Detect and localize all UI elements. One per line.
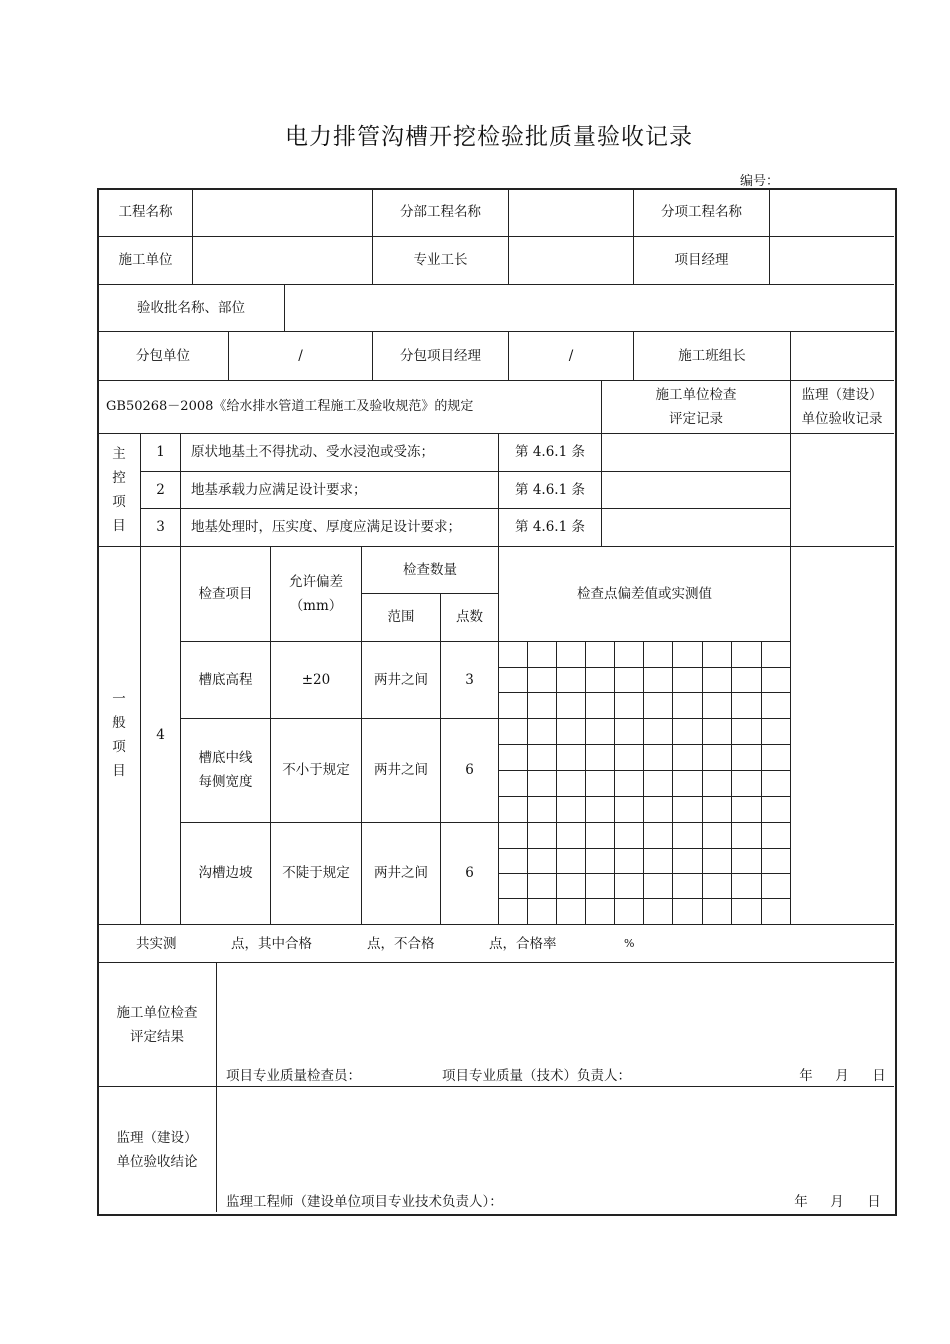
batch-label: 验收批名称、部位: [137, 299, 245, 316]
check-record-line1: 施工单位检查: [655, 386, 737, 403]
col-tolerance-line2: （mm）: [289, 597, 343, 614]
col-tolerance-line1: 允许偏差: [289, 573, 343, 590]
general-row-range: 两井之间: [374, 865, 428, 881]
main-item-no: 2: [156, 481, 165, 498]
general-char: 般: [112, 715, 126, 731]
serial-number-label: 编号：: [740, 174, 780, 189]
construction-unit-label: 施工单位: [118, 252, 173, 268]
project-manager-label: 项目经理: [674, 252, 729, 268]
general-row-points: 6: [465, 762, 474, 778]
col-check-item: 检查项目: [198, 585, 253, 602]
project-name-label: 工程名称: [118, 204, 173, 220]
general-row-points: 6: [465, 865, 474, 881]
batch-field[interactable]: [285, 284, 893, 331]
construction-result-line1: 施工单位检查: [116, 1004, 198, 1021]
grid-row-line: [498, 667, 790, 668]
main-item-text: 原状地基土不得扰动、受水浸泡或受冻；: [191, 444, 434, 460]
supervision-result-field[interactable]: [217, 1087, 893, 1182]
subitem-name-field[interactable]: [770, 188, 893, 236]
grid-column-line: [643, 641, 644, 924]
quality-head-label: 项目专业质量（技术）负责人：: [442, 1068, 631, 1084]
team-leader-field[interactable]: [791, 331, 893, 380]
summary-pass: 点，其中合格: [231, 935, 312, 952]
construction-unit-field[interactable]: [193, 236, 372, 284]
general-row-item: 槽底高程: [198, 671, 253, 688]
main-item-check-field[interactable]: [602, 471, 790, 508]
main-control-char: 项: [112, 493, 126, 510]
supervision-record-header: [791, 380, 893, 433]
grid-row-line: [498, 796, 790, 797]
grid-row-line: [498, 848, 790, 849]
main-item-check-field[interactable]: [602, 508, 790, 546]
supervision-result-label: [98, 1087, 216, 1212]
main-control-char: 目: [112, 517, 126, 534]
main-item-no: 1: [156, 444, 165, 460]
main-item-text: 地基承载力应满足设计要求；: [191, 481, 367, 498]
supervision-engineer-label: 监理工程师（建设单位项目专业技术负责人）：: [226, 1194, 503, 1210]
col-tolerance: [271, 546, 361, 641]
general-supervision-field[interactable]: [791, 546, 893, 924]
main-item-no: 3: [156, 519, 165, 535]
general-row-item: [181, 718, 270, 822]
team-leader-label: 施工班组长: [678, 347, 746, 364]
supervision-result-line1: 监理（建设）: [116, 1129, 198, 1146]
quality-inspector-label: 项目专业质量检查员：: [226, 1068, 361, 1084]
grid-row-line: [498, 898, 790, 899]
check-record-header: [602, 380, 790, 433]
foreman-field[interactable]: [509, 236, 633, 284]
construction-result-field[interactable]: [217, 963, 893, 1058]
main-control-group-label: [98, 433, 140, 546]
result-month: 月: [835, 1068, 849, 1084]
grid-column-line: [761, 641, 762, 924]
col-check-quantity: 检查数量: [403, 561, 457, 578]
main-supervision-field[interactable]: [791, 433, 893, 546]
construction-result-label: [98, 963, 216, 1086]
summary-rate: 点，合格率: [489, 935, 557, 952]
project-manager-field[interactable]: [770, 236, 893, 284]
grid-row-line: [498, 770, 790, 771]
division-name-field[interactable]: [509, 188, 633, 236]
construction-result-line2: 评定结果: [130, 1028, 184, 1045]
grid-column-line: [672, 641, 673, 924]
document-title: 电力排管沟槽开挖检验批质量验收记录: [285, 124, 693, 150]
supervision-month: 月: [830, 1194, 844, 1210]
grid-row-line: [498, 744, 790, 745]
col-range: 范围: [387, 609, 415, 625]
grid-column-line: [702, 641, 703, 924]
general-row-tolerance: 不小于规定: [282, 762, 350, 778]
general-row-tolerance: 不陡于规定: [282, 865, 350, 881]
subcontract-manager-value[interactable]: /: [568, 347, 574, 364]
check-record-line2: 评定记录: [669, 410, 723, 427]
standard-reference: GB50268－2008《给水排水管道工程施工及验收规范》的规定: [106, 398, 474, 414]
general-row-tolerance: ±20: [301, 671, 331, 688]
grid-column-line: [556, 641, 557, 924]
grid-row-line: [498, 873, 790, 874]
project-name-field[interactable]: [193, 188, 372, 236]
main-control-char: 主: [112, 445, 126, 462]
general-row-points: 3: [465, 671, 474, 688]
grid-column-line: [614, 641, 615, 924]
result-year: 年: [799, 1068, 813, 1084]
grid-column-line: [585, 641, 586, 924]
supervision-day: 日: [867, 1194, 881, 1210]
division-name-label: 分部工程名称: [400, 204, 481, 220]
subcontract-unit-value[interactable]: /: [298, 347, 303, 364]
main-control-char: 控: [112, 469, 126, 486]
general-char: 项: [112, 739, 126, 755]
foreman-label: 专业工长: [413, 252, 468, 268]
main-item-clause: 第 4.6.1 条: [515, 444, 585, 460]
subcontract-manager-label: 分包项目经理: [400, 347, 481, 364]
result-day: 日: [872, 1068, 886, 1084]
grid-column-line: [731, 641, 732, 924]
summary-fail: 点，不合格: [367, 935, 435, 952]
subcontract-unit-label: 分包单位: [136, 347, 190, 364]
col-measured-values: 检查点偏差值或实测值: [577, 585, 712, 602]
main-item-clause: 第 4.6.1 条: [515, 481, 585, 498]
supervision-year: 年: [794, 1194, 808, 1210]
supervision-result-line2: 单位验收结论: [116, 1153, 198, 1170]
grid-row-line: [498, 692, 790, 693]
general-row-range: 两井之间: [374, 671, 428, 688]
summary-measured: 共实测: [136, 935, 177, 952]
supervision-line1: 监理（建设）: [801, 386, 883, 403]
summary-percent: %: [624, 936, 635, 950]
general-row-item: 沟槽边坡: [198, 865, 253, 881]
supervision-line2: 单位验收记录: [801, 410, 883, 427]
general-group-label: [98, 546, 140, 924]
main-item-clause: 第 4.6.1 条: [515, 519, 585, 535]
main-item-check-field[interactable]: [602, 433, 790, 471]
general-row-item-line2: 每侧宽度: [198, 774, 253, 790]
col-points: 点数: [456, 609, 483, 625]
main-item-text: 地基处理时，压实度、厚度应满足设计要求；: [191, 519, 461, 535]
general-row-range: 两井之间: [374, 762, 428, 778]
grid-column-line: [527, 641, 528, 924]
general-row-item-line1: 槽底中线: [198, 750, 253, 766]
general-char: 目: [112, 763, 126, 779]
general-char: 一: [112, 691, 126, 707]
general-item-count: 4: [156, 727, 165, 743]
subitem-name-label: 分项工程名称: [661, 204, 742, 220]
